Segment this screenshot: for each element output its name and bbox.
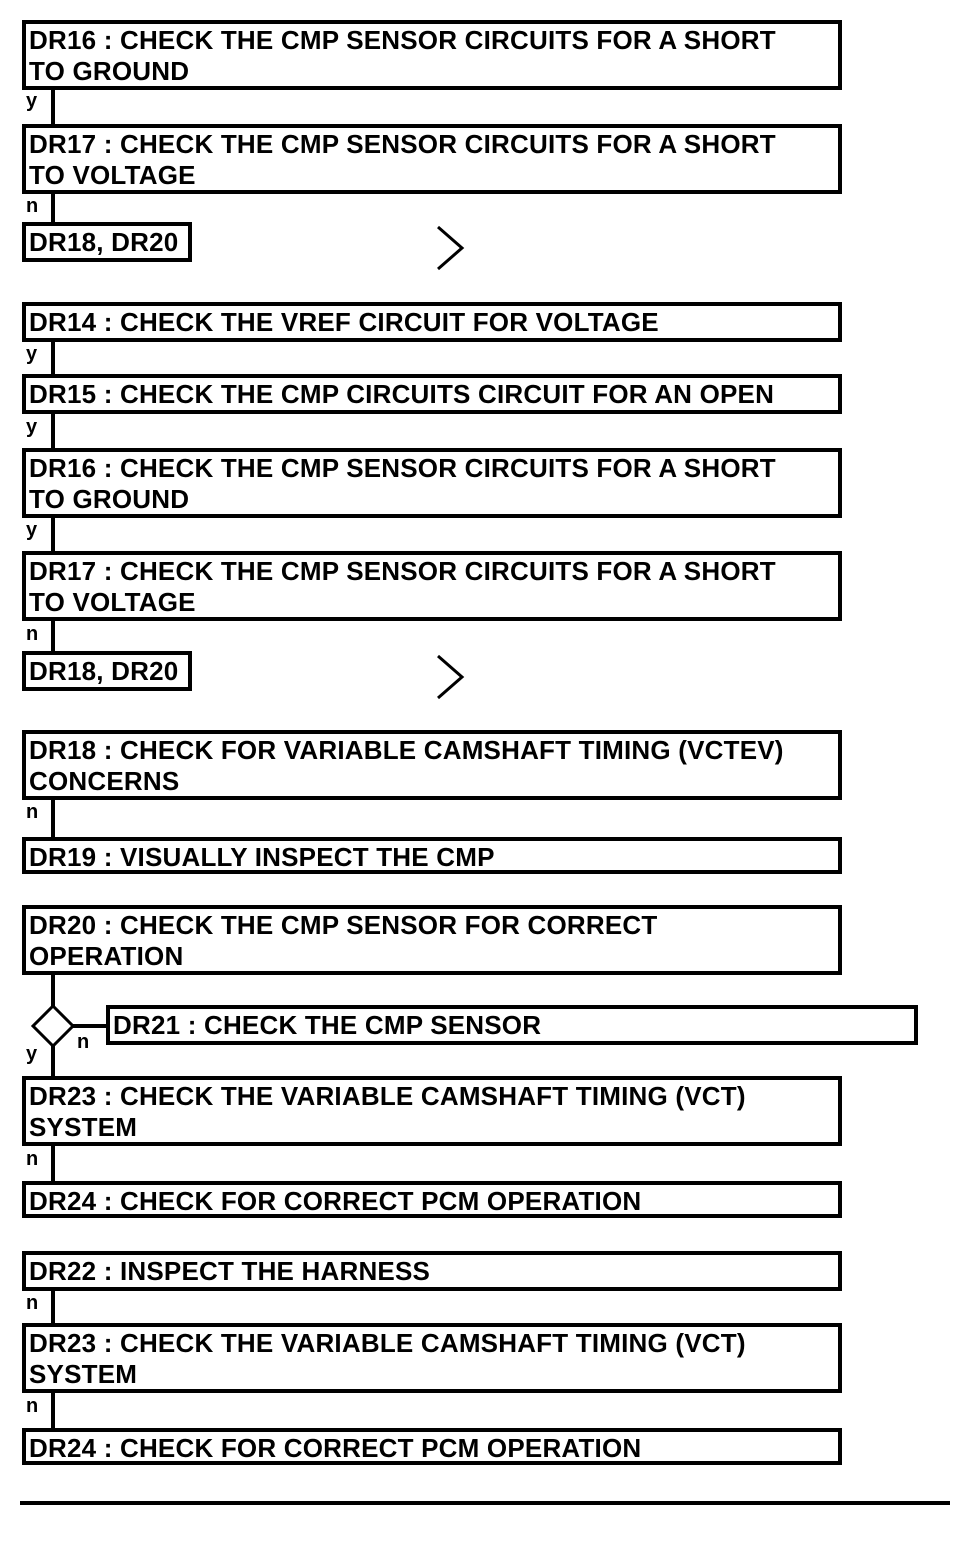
connector-line <box>51 1046 55 1076</box>
step-box-dr23: DR23 : CHECK THE VARIABLE CAMSHAFT TIMING (VCT) SYSTEM <box>22 1323 842 1393</box>
connector-line <box>51 800 55 837</box>
branch-label-yes: y <box>26 519 38 541</box>
step-box-dr19: DR19 : VISUALLY INSPECT THE CMP <box>22 837 842 874</box>
continue-arrow-icon <box>432 652 472 702</box>
connector-line <box>51 1393 55 1428</box>
connector-line <box>51 1146 55 1181</box>
connector-line <box>51 1291 55 1323</box>
step-box-dr16: DR16 : CHECK THE CMP SENSOR CIRCUITS FOR A SHORT TO GROUND <box>22 20 842 90</box>
branch-label-no: n <box>77 1031 90 1053</box>
connector-line <box>51 90 55 124</box>
continue-arrow-icon <box>432 223 472 273</box>
step-box-dr20: DR20 : CHECK THE CMP SENSOR FOR CORRECT OPERATION <box>22 905 842 975</box>
step-box-dr17: DR17 : CHECK THE CMP SENSOR CIRCUITS FOR A SHORT TO VOLTAGE <box>22 551 842 621</box>
branch-label-yes: y <box>26 90 38 112</box>
branch-label-yes: y <box>26 1043 38 1065</box>
branch-label-yes: y <box>26 343 38 365</box>
step-box-dr23: DR23 : CHECK THE VARIABLE CAMSHAFT TIMING (VCT) SYSTEM <box>22 1076 842 1146</box>
branch-label-no: n <box>26 195 39 217</box>
step-box-dr24: DR24 : CHECK FOR CORRECT PCM OPERATION <box>22 1428 842 1465</box>
branch-label-no: n <box>26 1395 39 1417</box>
branch-label-no: n <box>26 623 39 645</box>
step-box-dr18: DR18 : CHECK FOR VARIABLE CAMSHAFT TIMING (VCTEV) CONCERNS <box>22 730 842 800</box>
connector-line <box>51 342 55 374</box>
step-box-dr17: DR17 : CHECK THE CMP SENSOR CIRCUITS FOR A SHORT TO VOLTAGE <box>22 124 842 194</box>
branch-label-no: n <box>26 801 39 823</box>
branch-label-no: n <box>26 1148 39 1170</box>
connector-line <box>51 518 55 551</box>
branch-label-yes: y <box>26 416 38 438</box>
reference-box-dr18-dr20: DR18, DR20 <box>22 222 192 262</box>
connector-line <box>73 1024 107 1028</box>
branch-label-no: n <box>26 1292 39 1314</box>
step-box-dr24: DR24 : CHECK FOR CORRECT PCM OPERATION <box>22 1181 842 1218</box>
bottom-divider <box>20 1501 950 1505</box>
decision-diamond-icon <box>31 1004 75 1048</box>
step-box-dr15: DR15 : CHECK THE CMP CIRCUITS CIRCUIT FOR AN OPEN <box>22 374 842 414</box>
connector-line <box>51 194 55 222</box>
connector-line <box>51 975 55 1006</box>
step-box-dr21: DR21 : CHECK THE CMP SENSOR <box>106 1005 918 1045</box>
reference-box-dr18-dr20: DR18, DR20 <box>22 651 192 691</box>
connector-line <box>51 414 55 448</box>
step-box-dr22: DR22 : INSPECT THE HARNESS <box>22 1251 842 1291</box>
connector-line <box>51 621 55 651</box>
step-box-dr16: DR16 : CHECK THE CMP SENSOR CIRCUITS FOR A SHORT TO GROUND <box>22 448 842 518</box>
step-box-dr14: DR14 : CHECK THE VREF CIRCUIT FOR VOLTAGE <box>22 302 842 342</box>
